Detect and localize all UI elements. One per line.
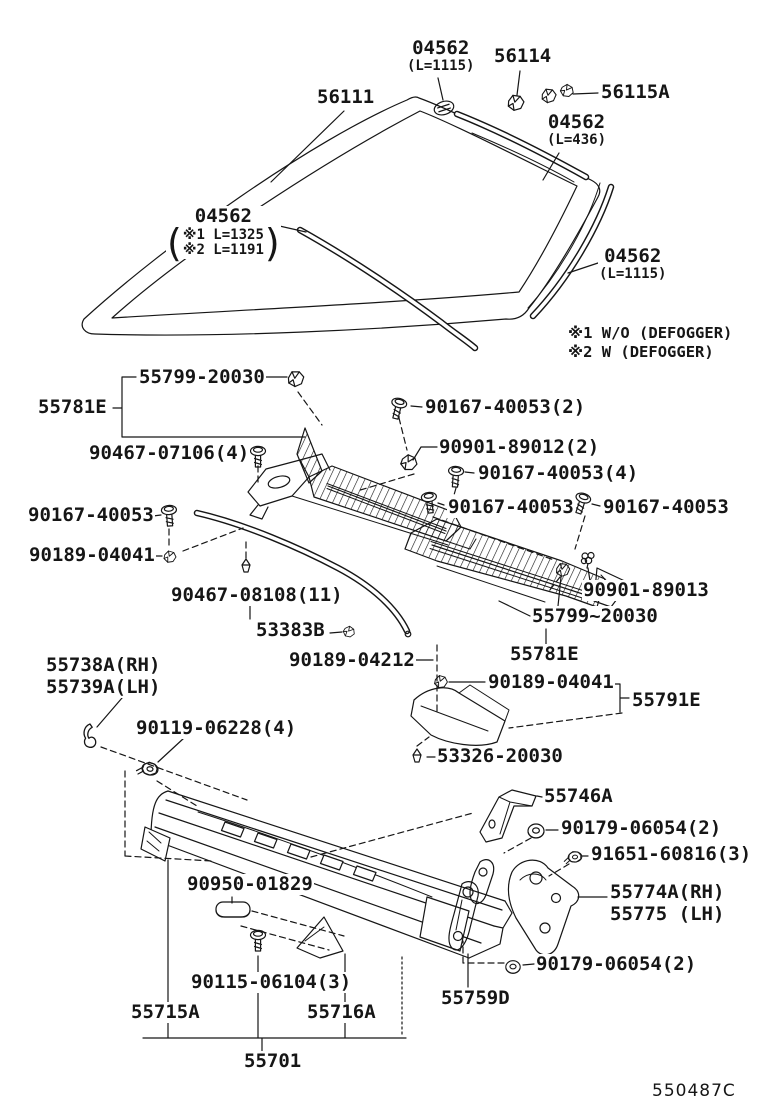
label-90115-06104-text: 90115-06104(3) [191, 971, 352, 993]
label-56115a [600, 82, 671, 103]
label-55774a-text: 55774A(RH) [610, 881, 725, 903]
label-04562-lower-left-variant-2: ※2 L=1191 [182, 241, 264, 258]
label-55781e-upper-text: 55781E [38, 396, 107, 418]
label-04562-upper-right-length: (L=436) [547, 131, 607, 148]
label-55715a-text: 55715A [131, 1001, 200, 1023]
label-90189-04041-mid [487, 672, 615, 693]
label-55781e-lower [509, 644, 580, 665]
label-90119-06228-text: 90119-06228(4) [136, 717, 297, 739]
label-90901-89012-text: 90901-89012(2) [439, 436, 600, 458]
label-90167-40053-mid [447, 497, 575, 518]
label-90950-01829-text: 90950-01829 [187, 873, 313, 895]
label-90167-40053-left-text: 90167-40053 [28, 504, 154, 526]
label-55746a [543, 786, 614, 807]
label-90179-06054-a [560, 818, 722, 839]
label-55775 [609, 904, 725, 925]
label-90467-07106 [88, 443, 250, 464]
label-55781e-lower-text: 55781E [510, 643, 579, 665]
label-90901-89013 [582, 580, 710, 601]
label-90179-06054-b-text: 90179-06054(2) [536, 953, 697, 975]
label-90167-40053-x4 [477, 463, 639, 484]
label-90115-06104 [190, 972, 352, 993]
figure-code [651, 1082, 737, 1100]
label-53383b [255, 620, 326, 641]
label-55781e-upper [37, 397, 108, 418]
label-55716a-text: 55716A [307, 1001, 376, 1023]
label-90167-40053-left [27, 505, 155, 526]
label-04562-lower-left [166, 205, 281, 265]
label-90179-06054-b [535, 954, 697, 975]
label-53326-20030-text: 53326-20030 [437, 745, 563, 767]
note-defogger-1-text: ※1 W/O (DEFOGGER) [568, 324, 733, 342]
label-04562-upper-right-text: 04562 [547, 111, 606, 133]
label-56111 [316, 87, 375, 108]
label-55791e [631, 690, 702, 711]
label-55774a [609, 882, 725, 903]
label-56114-text: 56114 [494, 45, 552, 67]
label-56111-text: 56111 [317, 86, 375, 108]
label-90119-06228 [135, 718, 297, 739]
note-defogger-2 [567, 344, 715, 361]
label-90167-40053-x4-text: 90167-40053(4) [478, 462, 639, 484]
label-55738a [45, 655, 161, 676]
label-04562-upper-right [546, 112, 607, 148]
label-90467-07106-text: 90467-07106(4) [89, 442, 250, 464]
label-55739a [45, 677, 161, 698]
label-90167-40053-x2-text: 90167-40053(2) [425, 396, 586, 418]
label-04562-right [598, 246, 667, 282]
label-04562-lower-left-variants [167, 220, 280, 265]
label-53326-20030 [436, 746, 564, 767]
note-defogger-1 [567, 325, 733, 342]
label-91651-60816 [590, 844, 752, 865]
label-56114 [493, 46, 552, 67]
label-90901-89012 [438, 437, 600, 458]
label-90167-40053-right-text: 90167-40053 [603, 496, 729, 518]
label-55701-text: 55701 [244, 1050, 302, 1072]
label-90901-89013-text: 90901-89013 [583, 579, 709, 601]
label-90189-04212-text: 90189-04212 [289, 649, 415, 671]
label-55746a-text: 55746A [544, 785, 613, 807]
label-55759d [440, 988, 511, 1009]
label-04562-windshield-upper [406, 38, 475, 74]
label-55759d-text: 55759D [441, 987, 510, 1009]
label-90189-04041-mid-text: 90189-04041 [488, 671, 614, 693]
label-55738a-text: 55738A(RH) [46, 654, 161, 676]
label-90189-04041-left [28, 545, 156, 566]
label-04562-right-text: 04562 [604, 245, 662, 267]
label-55716a [306, 1002, 377, 1023]
label-90167-40053-right [602, 497, 730, 518]
label-90167-40053-mid-text: 90167-40053 [448, 496, 574, 518]
paren-close: ) [264, 220, 280, 265]
label-55775-text: 55775 (LH) [610, 903, 725, 925]
label-90167-40053-x2 [424, 397, 586, 418]
label-91651-60816-text: 91651-60816(3) [591, 843, 752, 865]
label-55799-20030-upper-text: 55799-20030 [139, 366, 265, 388]
label-56115a-text: 56115A [601, 81, 670, 103]
label-90467-08108 [170, 585, 344, 606]
figure-code-text: 550487C [652, 1081, 736, 1101]
label-04562-lower-left-variant-1: ※1 L=1325 [182, 226, 264, 243]
label-04562-windshield-upper-length: (L=1115) [407, 57, 475, 74]
label-55739a-text: 55739A(LH) [46, 676, 161, 698]
note-defogger-2-text: ※2 W (DEFOGGER) [568, 343, 714, 361]
label-55799-20030-lower-text: 55799~20030 [532, 605, 658, 627]
label-90179-06054-a-text: 90179-06054(2) [561, 817, 722, 839]
label-90950-01829 [186, 874, 314, 895]
label-04562-right-length: (L=1115) [599, 265, 667, 282]
label-55791e-text: 55791E [632, 689, 701, 711]
label-55799-20030-upper [138, 367, 266, 388]
label-04562-lower-left-text: 04562 [194, 205, 252, 227]
paren-open: ( [167, 220, 182, 265]
label-55799-20030-lower [531, 606, 659, 627]
label-90467-08108-text: 90467-08108(11) [171, 584, 343, 606]
label-55715a [130, 1002, 201, 1023]
label-55701 [243, 1051, 302, 1072]
label-04562-windshield-upper-text: 04562 [412, 37, 470, 59]
label-90189-04212 [288, 650, 416, 671]
label-53383b-text: 53383B [256, 619, 325, 641]
label-90189-04041-left-text: 90189-04041 [29, 544, 155, 566]
